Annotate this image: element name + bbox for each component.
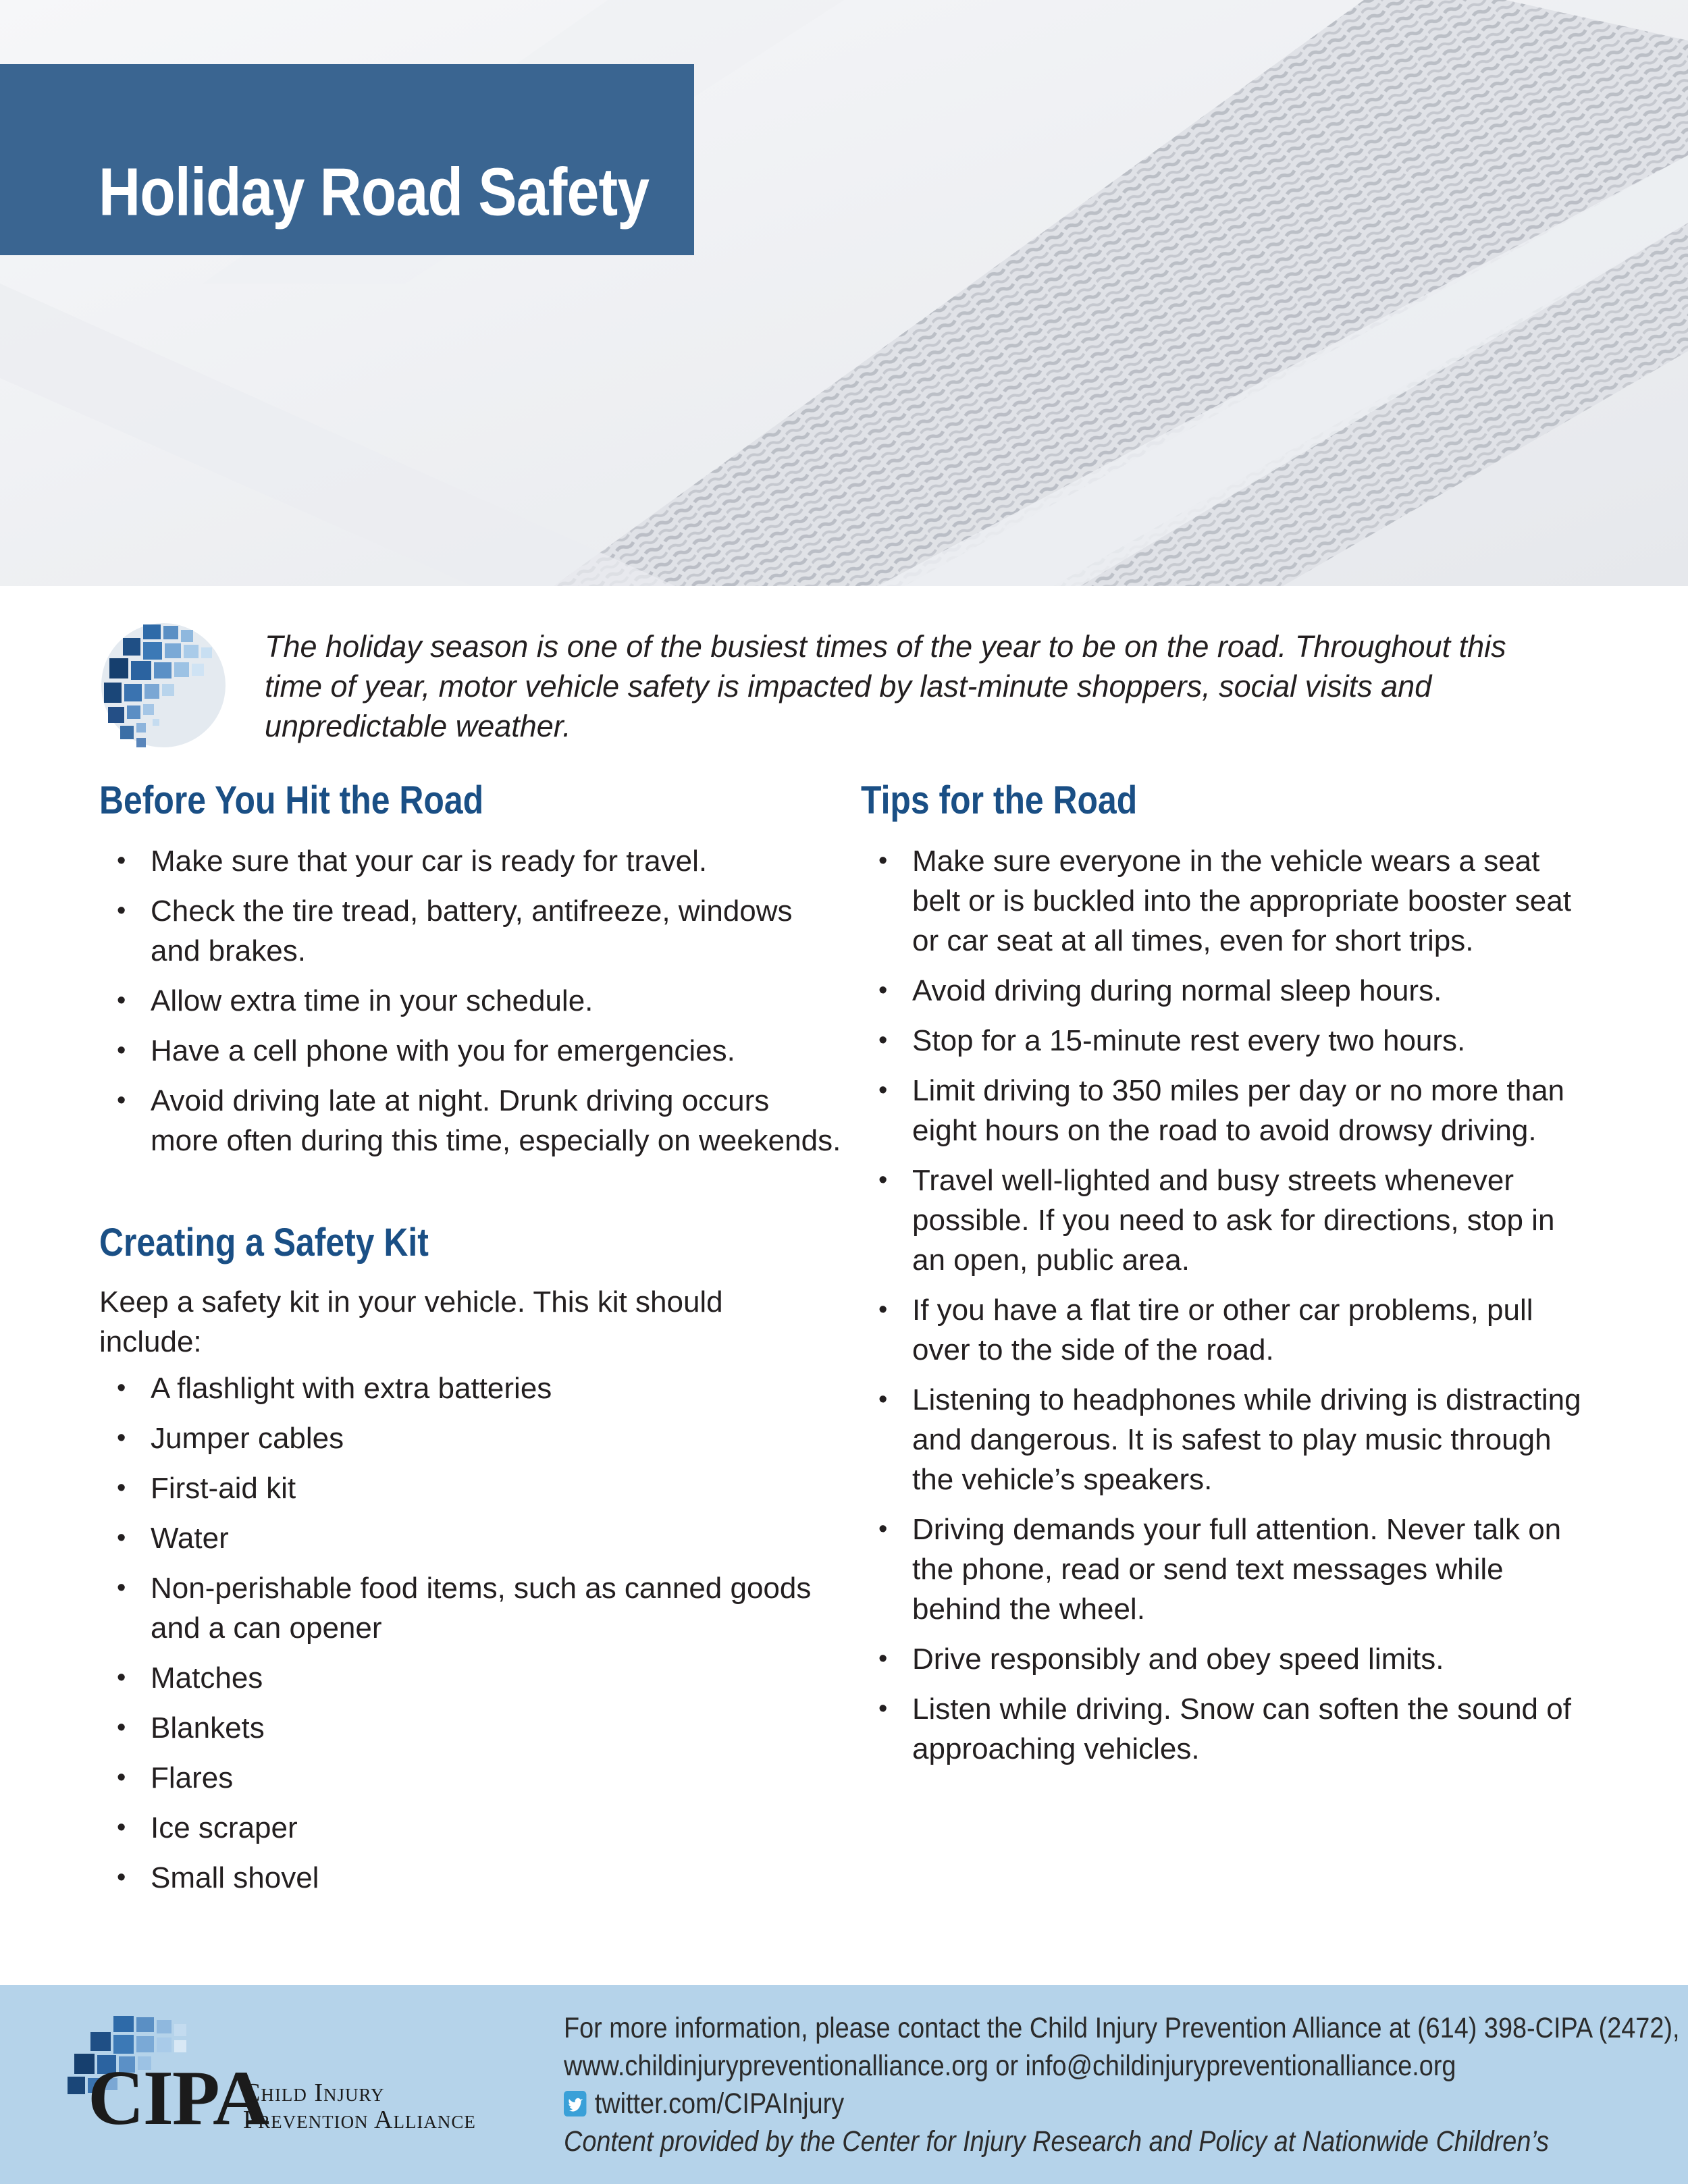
tips-heading: Tips for the Road (861, 778, 1138, 822)
list-item: • Check the tire tread, battery, antifreeze, windows and brakes. (99, 891, 842, 971)
title-banner (0, 64, 694, 255)
logo-abbreviation: CIPA (88, 2055, 268, 2141)
hero-image (0, 0, 1688, 586)
list-item: • Jumper cables (99, 1418, 842, 1458)
list-item: • Non-perishable food items, such as canned goods and a can opener (99, 1568, 842, 1648)
logo-name (243, 2079, 476, 2133)
intro-paragraph: The holiday season is one of the busiest times of the year to be on the road. Throughout this time of year, motor vehicle safety is impacted by last-minute shoppers, social visits and unpredictable weather. (265, 629, 1506, 743)
list-item: • Listening to headphones while driving is distracting and dangerous. It is safest to play music through the vehicle’s speakers. (861, 1380, 1583, 1499)
page-title: Holiday Road Safety (99, 154, 650, 230)
list-item: • Have a cell phone with you for emergencies. (99, 1031, 842, 1071)
kit-list (99, 1368, 842, 1898)
list-item: • Avoid driving during normal sleep hours. (861, 971, 1583, 1011)
list-item: • Avoid driving late at night. Drunk driving occurs more often during this time, especially on weekends. (99, 1081, 842, 1161)
list-item: • Matches (99, 1658, 842, 1698)
list-item: • Travel well-lighted and busy streets whenever possible. If you need to ask for directions, stop in an open, public area. (861, 1161, 1583, 1280)
list-item: • Make sure that your car is ready for travel. (99, 841, 842, 881)
list-item: • Limit driving to 350 miles per day or no more than eight hours on the road to avoid drowsy driving. (861, 1071, 1583, 1150)
web-email-link[interactable]: www.childinjurypreventionalliance.org or info@childinjurypreventionalliance.org (564, 2050, 1456, 2082)
tips-list (861, 841, 1583, 1769)
logo-name-line-1: Child Injury (243, 2079, 385, 2107)
list-item: • Make sure everyone in the vehicle wears a seat belt or is buckled into the appropriate booster seat or car seat at all times, even for short trips. (861, 841, 1583, 961)
content-credit: Content provided by the Center for Injury Research and Policy at Nationwide Children’s (564, 2125, 1550, 2158)
twitter-link[interactable] (564, 2085, 1538, 2123)
before-list (99, 841, 842, 1161)
twitter-icon (564, 2091, 586, 2116)
list-item: • If you have a flat tire or other car problems, pull over to the side of the road. (861, 1290, 1583, 1370)
before-heading: Before You Hit the Road (99, 778, 484, 822)
list-item: • Blankets (99, 1708, 842, 1748)
list-item: • Allow extra time in your schedule. (99, 981, 842, 1021)
list-item: • Listen while driving. Snow can soften the sound of approaching vehicles. (861, 1689, 1583, 1769)
right-column (861, 776, 1583, 1779)
footer-contact (564, 2009, 1680, 2160)
contact-line: For more information, please contact the Child Injury Prevention Alliance at (614) 398-CIPA (2472), (564, 2012, 1680, 2044)
logo-name-line-2: Prevention Alliance (243, 2106, 476, 2134)
list-item: • A flashlight with extra batteries (99, 1368, 842, 1408)
list-item: • Drive responsibly and obey speed limits. (861, 1639, 1583, 1679)
twitter-handle[interactable]: twitter.com/CIPAInjury (594, 2087, 845, 2120)
kit-heading: Creating a Safety Kit (99, 1221, 429, 1264)
left-column (99, 776, 842, 1908)
list-item: • Driving demands your full attention. Never talk on the phone, read or send text messages while behind the wheel. (861, 1510, 1583, 1629)
kit-intro: Keep a safety kit in your vehicle. This kit should include: (99, 1285, 723, 1358)
list-item: • Water (99, 1518, 842, 1558)
list-item: • Ice scraper (99, 1808, 842, 1848)
footer (0, 1985, 1688, 2184)
list-item: • Flares (99, 1758, 842, 1798)
globe-icon (96, 618, 231, 753)
list-item: • Small shovel (99, 1858, 842, 1898)
list-item: • Stop for a 15-minute rest every two hours. (861, 1021, 1583, 1061)
list-item: • First-aid kit (99, 1468, 842, 1508)
